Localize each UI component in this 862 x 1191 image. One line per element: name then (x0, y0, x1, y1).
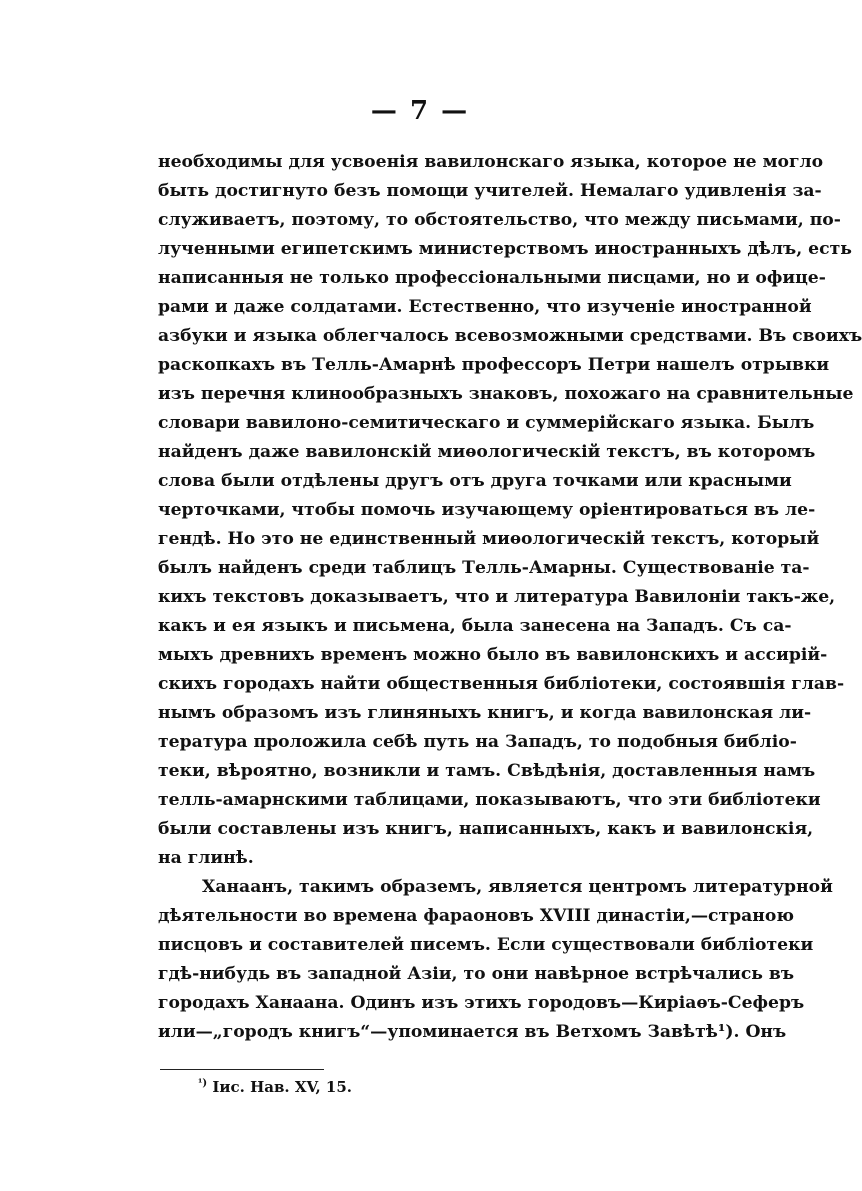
text-line: былъ найденъ среди таблицъ Телль-Амарны. Существованіе та- (158, 558, 810, 578)
footnote (198, 1078, 352, 1096)
text-line: гендѣ. Но это не единственный миѳологическій текстъ, который (158, 529, 820, 549)
text-line: рами и даже солдатами. Естественно, что изученіе иностранной (158, 297, 812, 317)
text-line: городахъ Ханаана. Одинъ изъ этихъ городовъ—Киріаѳъ-Сеферъ (158, 993, 805, 1013)
text-line: кихъ текстовъ доказываетъ, что и литература Вавилоніи такъ-же, (158, 587, 836, 607)
text-line: дѣятельности во времена фараоновъ XVIII династіи,—страною (158, 906, 794, 926)
text-line: найденъ даже вавилонскій миѳологическій текстъ, въ которомъ (158, 442, 816, 462)
text-line: на глинѣ. (158, 848, 254, 868)
text-line: какъ и ея языкъ и письмена, была занесена на Западъ. Съ са- (158, 616, 792, 636)
text-line: лученными египетскимъ министерствомъ иностранныхъ дѣлъ, есть (158, 239, 852, 259)
footnote-divider (160, 1069, 324, 1070)
text-line: словари вавилоно-семитическаго и суммерійскаго языка. Былъ (158, 413, 815, 433)
text-line: служиваетъ, поэтому, то обстоятельство, что между письмами, по- (158, 210, 841, 230)
text-line: писцовъ и составителей писемъ. Если существовали библіотеки (158, 935, 814, 955)
text-line: тература проложила себѣ путь на Западъ, то подобныя библіо- (158, 732, 797, 752)
text-line: были составлены изъ книгъ, написанныхъ, какъ и вавилонскія, (158, 819, 814, 839)
text-line: мыхъ древнихъ временъ можно было въ вавилонскихъ и ассирій- (158, 645, 828, 665)
text-line: быть достигнуто безъ помощи учителей. Немалаго удивленія за- (158, 181, 822, 201)
text-line: необходимы для усвоенія вавилонскаго языка, которое не могло (158, 152, 824, 172)
main-text (158, 148, 862, 1047)
page-number: — 7 — (370, 96, 470, 126)
text-line: черточками, чтобы помочь изучающему оріентироваться въ ле- (158, 500, 816, 520)
text-line: или—„городъ книгъ“—упоминается въ Ветхомъ Завѣтѣ¹). Онъ (158, 1022, 787, 1042)
text-line: написанныя не только профессіональными писцами, но и офице- (158, 268, 826, 288)
text-line: Ханаанъ, такимъ образемъ, является центромъ литературной (202, 877, 833, 897)
text-line: теки, вѣроятно, возникли и тамъ. Свѣдѣнія, доставленныя намъ (158, 761, 816, 781)
footnote-text: Іис. Нав. XV, 15. (212, 1078, 353, 1096)
footnote-marker: ¹) (198, 1078, 208, 1089)
text-line: изъ перечня клинообразныхъ знаковъ, похожаго на сравнительные (158, 384, 854, 404)
text-line: гдѣ-нибудь въ западной Азіи, то они навѣрное встрѣчались въ (158, 964, 795, 984)
text-line: слова были отдѣлены другъ отъ друга точками или красными (158, 471, 792, 491)
text-line: азбуки и языка облегчалось всевозможными средствами. Въ своихъ (158, 326, 862, 346)
paragraph-1 (158, 148, 862, 873)
text-line: раскопкахъ въ Телль-Амарнѣ профессоръ Петри нашелъ отрывки (158, 355, 830, 375)
paragraph-2 (158, 873, 833, 1047)
text-line: телль-амарнскими таблицами, показываютъ, что эти библіотеки (158, 790, 821, 810)
text-line: нымъ образомъ изъ глиняныхъ книгъ, и когда вавилонская ли- (158, 703, 812, 723)
text-line: скихъ городахъ найти общественныя библіотеки, состоявшія глав- (158, 674, 845, 694)
